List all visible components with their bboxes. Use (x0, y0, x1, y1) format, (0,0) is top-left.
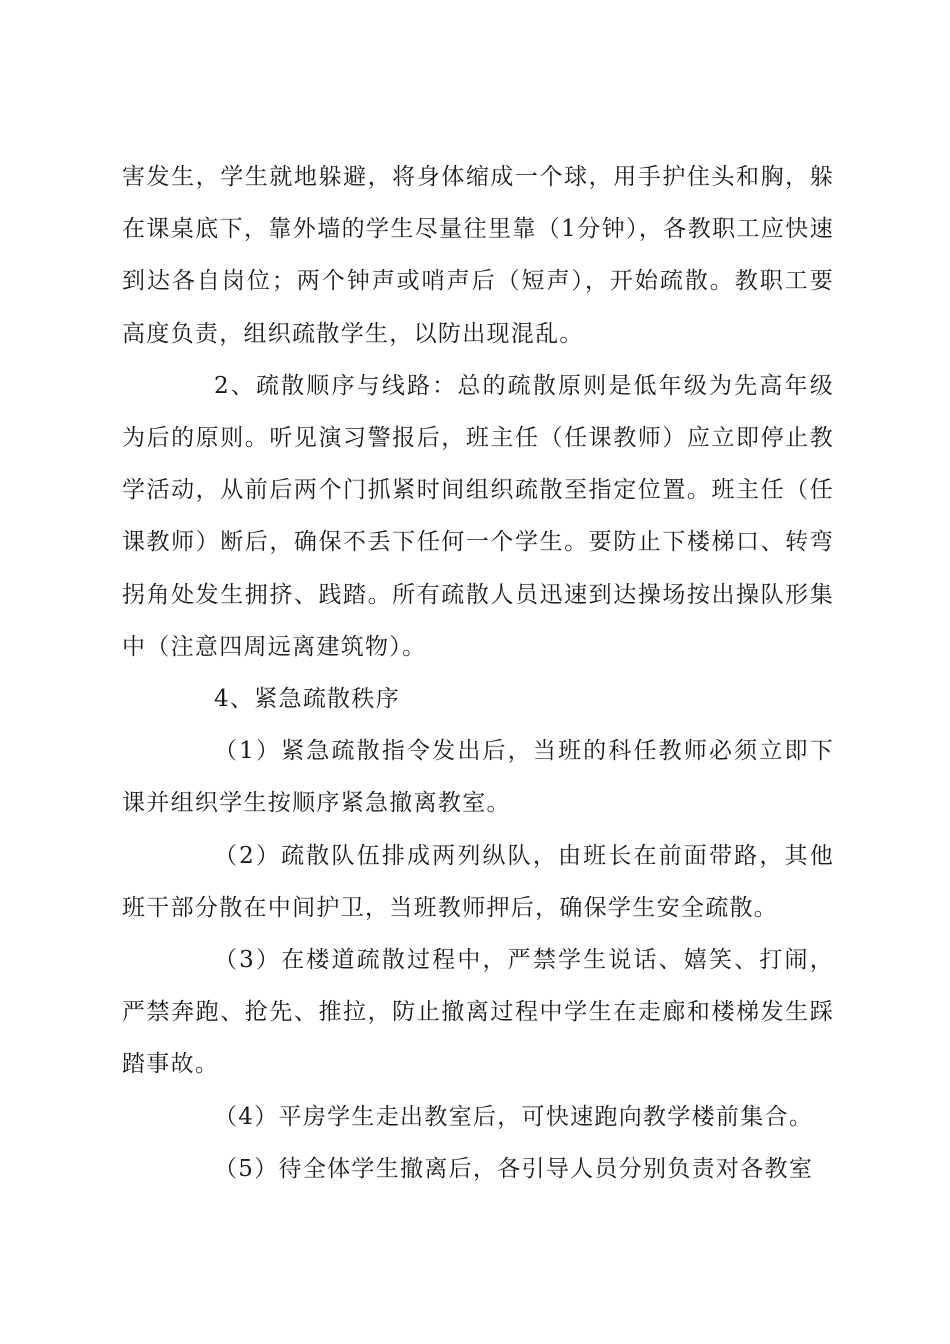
paragraph-item-2: （2）疏散队伍排成两列纵队，由班长在前面带路，其他班干部分散在中间护卫，当班教师押后，确保学生安全疏散。 (122, 842, 834, 921)
paragraph-item-4: （4）平房学生走出教室后，可快速跑向教学楼前集合。 (214, 1103, 814, 1130)
paragraph-section-heading: 4、紧急疏散秩序 (214, 686, 401, 713)
paragraph-item-3: （3）在楼道疏散过程中，严禁学生说话、嬉笑、打闹，严禁奔跑、抢先、推拉，防止撤离过程中学生在走廊和楼梯发生踩踏事故。 (122, 947, 834, 1078)
paragraph-item-5: （5）待全体学生撤离后，各引导人员分别负责对各教室 (214, 1155, 814, 1182)
paragraph-evacuation-route: 2、疏散顺序与线路：总的疏散原则是低年级为先高年级为后的原则。听见演习警报后，班主任（任课教师）应立即停止教学活动，从前后两个门抓紧时间组织疏散至指定位置。班主任（任课教师）断后，确保不丢下任何一个学生。要防止下楼梯口、转弯拐角处发生拥挤、践踏。所有疏散人员迅速到达操场按出操队形集中（注意四周远离建筑物）。 (122, 372, 834, 660)
document-body (122, 151, 834, 1195)
paragraph-item-1: （1）紧急疏散指令发出后，当班的科任教师必须立即下课并组织学生按顺序紧急撤离教室。 (122, 738, 834, 817)
paragraph-continuation: 害发生，学生就地躲避，将身体缩成一个球，用手护住头和胸，躲在课桌底下，靠外墙的学生尽量往里靠（1分钟），各教职工应快速到达各自岗位；两个钟声或哨声后（短声），开始疏散。教职工要高度负责，组织疏散学生，以防出现混乱。 (122, 164, 834, 347)
